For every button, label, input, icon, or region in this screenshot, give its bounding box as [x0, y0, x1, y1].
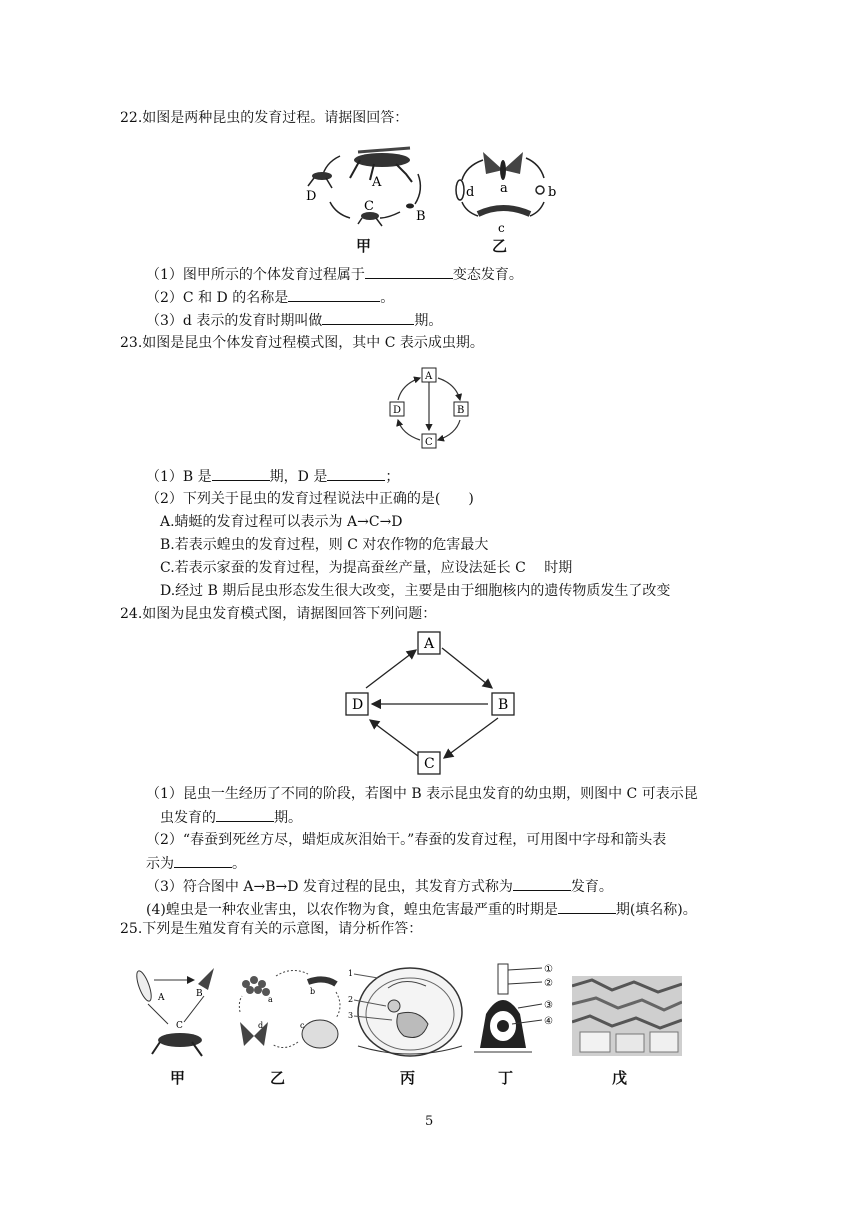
q23-option-a: A.蜻蜓的发育过程可以表示为 A→C→D — [160, 514, 403, 530]
q23-node-d: D — [393, 405, 402, 416]
q24-sub3-pre: （3）符合图中 A→B→D 发育过程的昆虫，其发育方式称为 — [146, 879, 513, 895]
q24-sub1-post: 期。 — [274, 810, 302, 826]
q23-node-a: A — [425, 371, 433, 382]
q23-stem: 23.如图是昆虫个体发育过程模式图，其中 C 表示成虫期。 — [120, 335, 484, 351]
fig-yi-label-d: d — [466, 185, 475, 200]
q23-option-d: D.经过 B 期后昆虫形态发生很大改变，主要是由于细胞核内的遗传物质发生了改变 — [160, 583, 671, 599]
q23-cycle-diagram — [382, 366, 478, 454]
q23-node-b: B — [457, 405, 465, 416]
q22-sub2-post: 。 — [380, 290, 395, 306]
q25-ding-label-3: ③ — [544, 1000, 553, 1011]
q22-sub2-pre: （2）C 和 D 的名称是 — [146, 290, 289, 306]
q24-sub1-blank[interactable] — [216, 807, 274, 822]
fig-yi-label-c: c — [498, 221, 505, 235]
q24-sub3-post: 发育。 — [570, 879, 613, 895]
q25-figure-bing — [348, 962, 466, 1062]
fig-jia-label-b: B — [416, 209, 426, 224]
q25-jia-label-a: A — [158, 993, 165, 1003]
q23-sub1 — [146, 466, 399, 487]
q23-option-c: C.若表示家蚕的发育过程，为提高蚕丝产量，应设法延长 C 时期 — [160, 560, 573, 576]
q25-caption-wu: 戊 — [612, 1069, 628, 1087]
q23-sub1-a: （1）B 是 — [146, 469, 212, 485]
fig-yi-label-a: a — [500, 181, 508, 196]
q23-sub1-c: ； — [385, 469, 400, 485]
q23-node-c: C — [425, 437, 433, 448]
q22-sub1-pre: （1）图甲所示的个体发育过程属于 — [146, 267, 365, 283]
q25-yi-label-d: d — [258, 1021, 264, 1030]
q25-figure-yi — [232, 962, 348, 1058]
q25-yi-label-c: c — [300, 1021, 305, 1030]
q22-sub1-blank[interactable] — [365, 264, 453, 279]
q25-bing-label-1: 1 — [348, 969, 354, 978]
q25-figure-wu — [572, 976, 682, 1056]
q24-sub1-line2 — [160, 807, 302, 828]
q24-node-b: B — [498, 697, 509, 713]
q25-caption-ding: 丁 — [498, 1069, 514, 1087]
q24-sub2-line1: （2）“春蚕到死丝方尽，蜡炬成灰泪始干。”春蚕的发育过程，可用图中字母和箭头表 — [146, 832, 667, 848]
q22-sub3 — [146, 310, 442, 331]
page-number: 5 — [425, 1114, 434, 1129]
q24-sub2-blank[interactable] — [174, 853, 232, 868]
q22-caption-jia: 甲 — [356, 237, 372, 255]
q24-node-c: C — [424, 756, 435, 772]
q24-diamond-diagram — [340, 630, 530, 778]
q25-caption-jia: 甲 — [170, 1069, 186, 1087]
q23-sub1-b: 期，D 是 — [269, 469, 328, 485]
q24-sub2-line2 — [146, 853, 246, 874]
q24-node-d: D — [352, 697, 364, 713]
q25-bing-label-2: 2 — [348, 995, 354, 1004]
q25-figure-jia — [128, 964, 228, 1060]
fig-jia-label-d: D — [306, 189, 317, 204]
q24-node-a: A — [424, 636, 435, 652]
q25-yi-label-a: a — [268, 995, 273, 1004]
q24-sub3 — [146, 876, 613, 897]
q23-sub1-blank2[interactable] — [327, 466, 385, 481]
q24-sub4-blank[interactable] — [558, 899, 616, 914]
q22-sub2 — [146, 287, 394, 308]
q25-stem: 25.下列是生殖发育有关的示意图，请分析作答： — [120, 921, 423, 937]
fig-jia-label-a: A — [372, 175, 382, 190]
q23-sub1-blank1[interactable] — [212, 466, 270, 481]
q25-ding-label-1: ① — [544, 964, 553, 975]
q22-caption-yi: 乙 — [492, 237, 508, 255]
fig-yi-label-b: b — [548, 185, 557, 200]
q25-bing-label-3: 3 — [348, 1011, 354, 1020]
q22-sub2-blank[interactable] — [288, 287, 380, 302]
q25-ding-label-4: ④ — [544, 1016, 553, 1027]
q24-sub3-blank[interactable] — [513, 876, 571, 891]
q24-sub4-post: 期(填名称)。 — [615, 902, 697, 918]
q24-sub4-pre: (4)蝗虫是一种农业害虫，以农作物为食，蝗虫危害最严重的时期是 — [146, 902, 558, 918]
fig-jia-label-c: C — [364, 199, 374, 214]
q22-sub1-post: 变态发育。 — [452, 267, 523, 283]
q24-stem: 24.如图为昆虫发育模式图，请据图回答下列问题： — [120, 606, 437, 622]
q24-sub4 — [146, 899, 697, 920]
q25-figure-ding — [474, 962, 564, 1060]
q22-sub3-post: 期。 — [414, 313, 443, 329]
q22-sub3-blank[interactable] — [322, 310, 414, 325]
q24-sub1-pre: 虫发育的 — [160, 810, 216, 826]
q25-yi-label-b: b — [310, 987, 316, 996]
q25-ding-label-2: ② — [544, 978, 553, 989]
q22-sub3-pre: （3）d 表示的发育时期叫做 — [146, 313, 323, 329]
q23-option-b: B.若表示蝗虫的发育过程，则 C 对农作物的危害最大 — [160, 537, 489, 553]
q25-jia-label-b: B — [196, 989, 203, 999]
q24-sub2-post: 。 — [232, 856, 246, 872]
q22-stem: 22.如图是两种昆虫的发育过程。请据图回答： — [120, 110, 409, 126]
q25-caption-yi: 乙 — [270, 1069, 286, 1087]
q25-caption-bing: 丙 — [400, 1069, 416, 1087]
q22-sub1 — [146, 264, 523, 285]
q24-sub1-line1: （1）昆虫一生经历了不同的阶段，若图中 B 表示昆虫发育的幼虫期，则图中 C 可表示昆 — [146, 786, 698, 802]
q24-sub2-pre: 示为 — [146, 856, 174, 872]
q25-jia-label-c: C — [176, 1021, 183, 1031]
q23-sub2: （2）下列关于昆虫的发育过程说法中正确的是( ) — [146, 491, 474, 507]
